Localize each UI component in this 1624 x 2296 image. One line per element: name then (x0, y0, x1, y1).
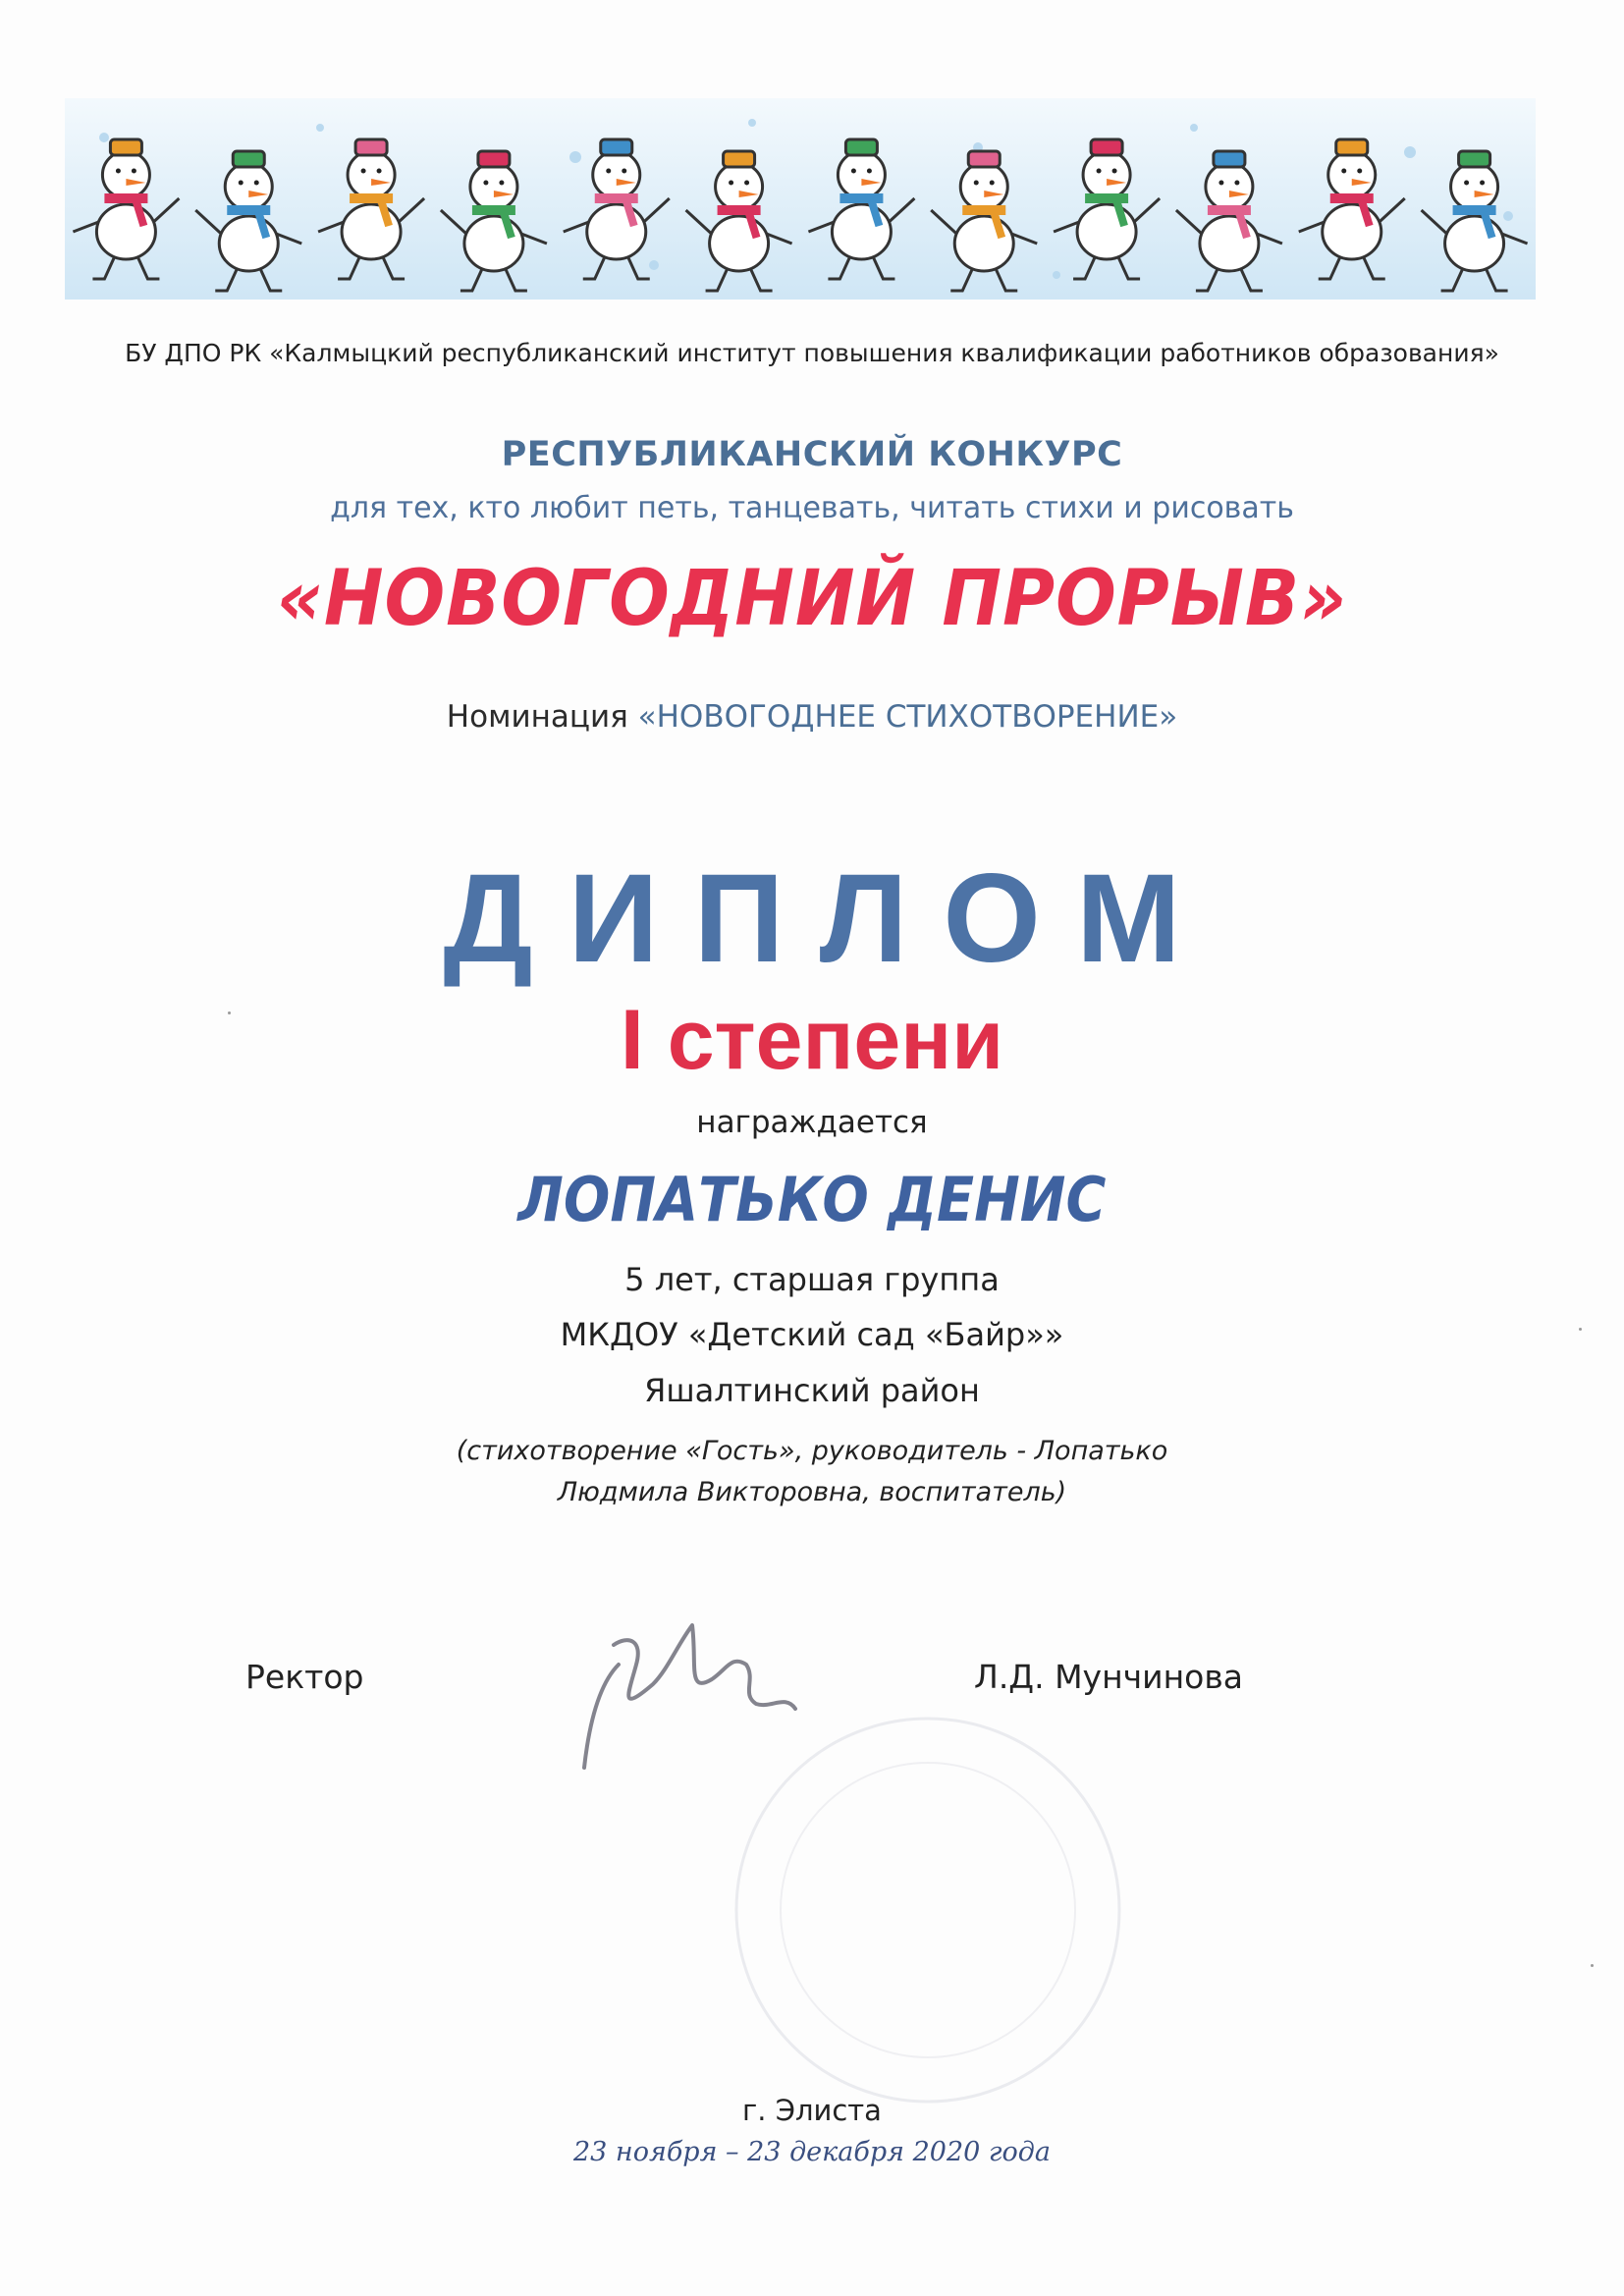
handwritten-signature (560, 1586, 825, 1802)
institute-name: БУ ДПО РК «Калмыцкий республиканский институт повышения квалификации работников образования» (125, 339, 1499, 367)
nomination-value: «НОВОГОДНЕЕ СТИХОТВОРЕНИЕ» (637, 699, 1178, 735)
event-dates: 23 ноября – 23 декабря 2020 года (572, 2137, 1052, 2167)
recipient-district: Яшалтинский район (644, 1372, 980, 1409)
signatory-role: Ректор (245, 1658, 364, 1696)
scan-speck (1591, 1964, 1594, 1967)
city: г. Элиста (742, 2094, 882, 2127)
award-note-line2: Людмила Викторовна, воспитатель) (557, 1477, 1067, 1507)
diploma-title: ДИПЛОМ (443, 848, 1217, 989)
signatory-name: Л.Д. Мунчинова (974, 1658, 1244, 1696)
recipient-name: ЛОПАТЬКО ДЕНИС (517, 1164, 1107, 1235)
award-note-line1: (стихотворение «Гость», руководитель - Лопатько (456, 1436, 1168, 1466)
nomination-label: Номинация (446, 699, 628, 735)
recipient-age-group: 5 лет, старшая группа (624, 1261, 1000, 1298)
scan-speck (228, 1011, 231, 1014)
contest-name: «НОВОГОДНИЙ ПРОРЫВ» (276, 555, 1348, 643)
diploma-degree: I степени (620, 993, 1004, 1087)
contest-title: РЕСПУБЛИКАНСКИЙ КОНКУРС (501, 435, 1123, 474)
nomination (0, 699, 1624, 735)
snowmen-banner (65, 98, 1536, 300)
scan-speck (1579, 1328, 1582, 1331)
recipient-school: МКДОУ «Детский сад «Байр»» (560, 1316, 1064, 1353)
awarded-text: награждается (696, 1105, 928, 1140)
contest-subtitle: для тех, кто любит петь, танцевать, читать стихи и рисовать (330, 491, 1294, 525)
